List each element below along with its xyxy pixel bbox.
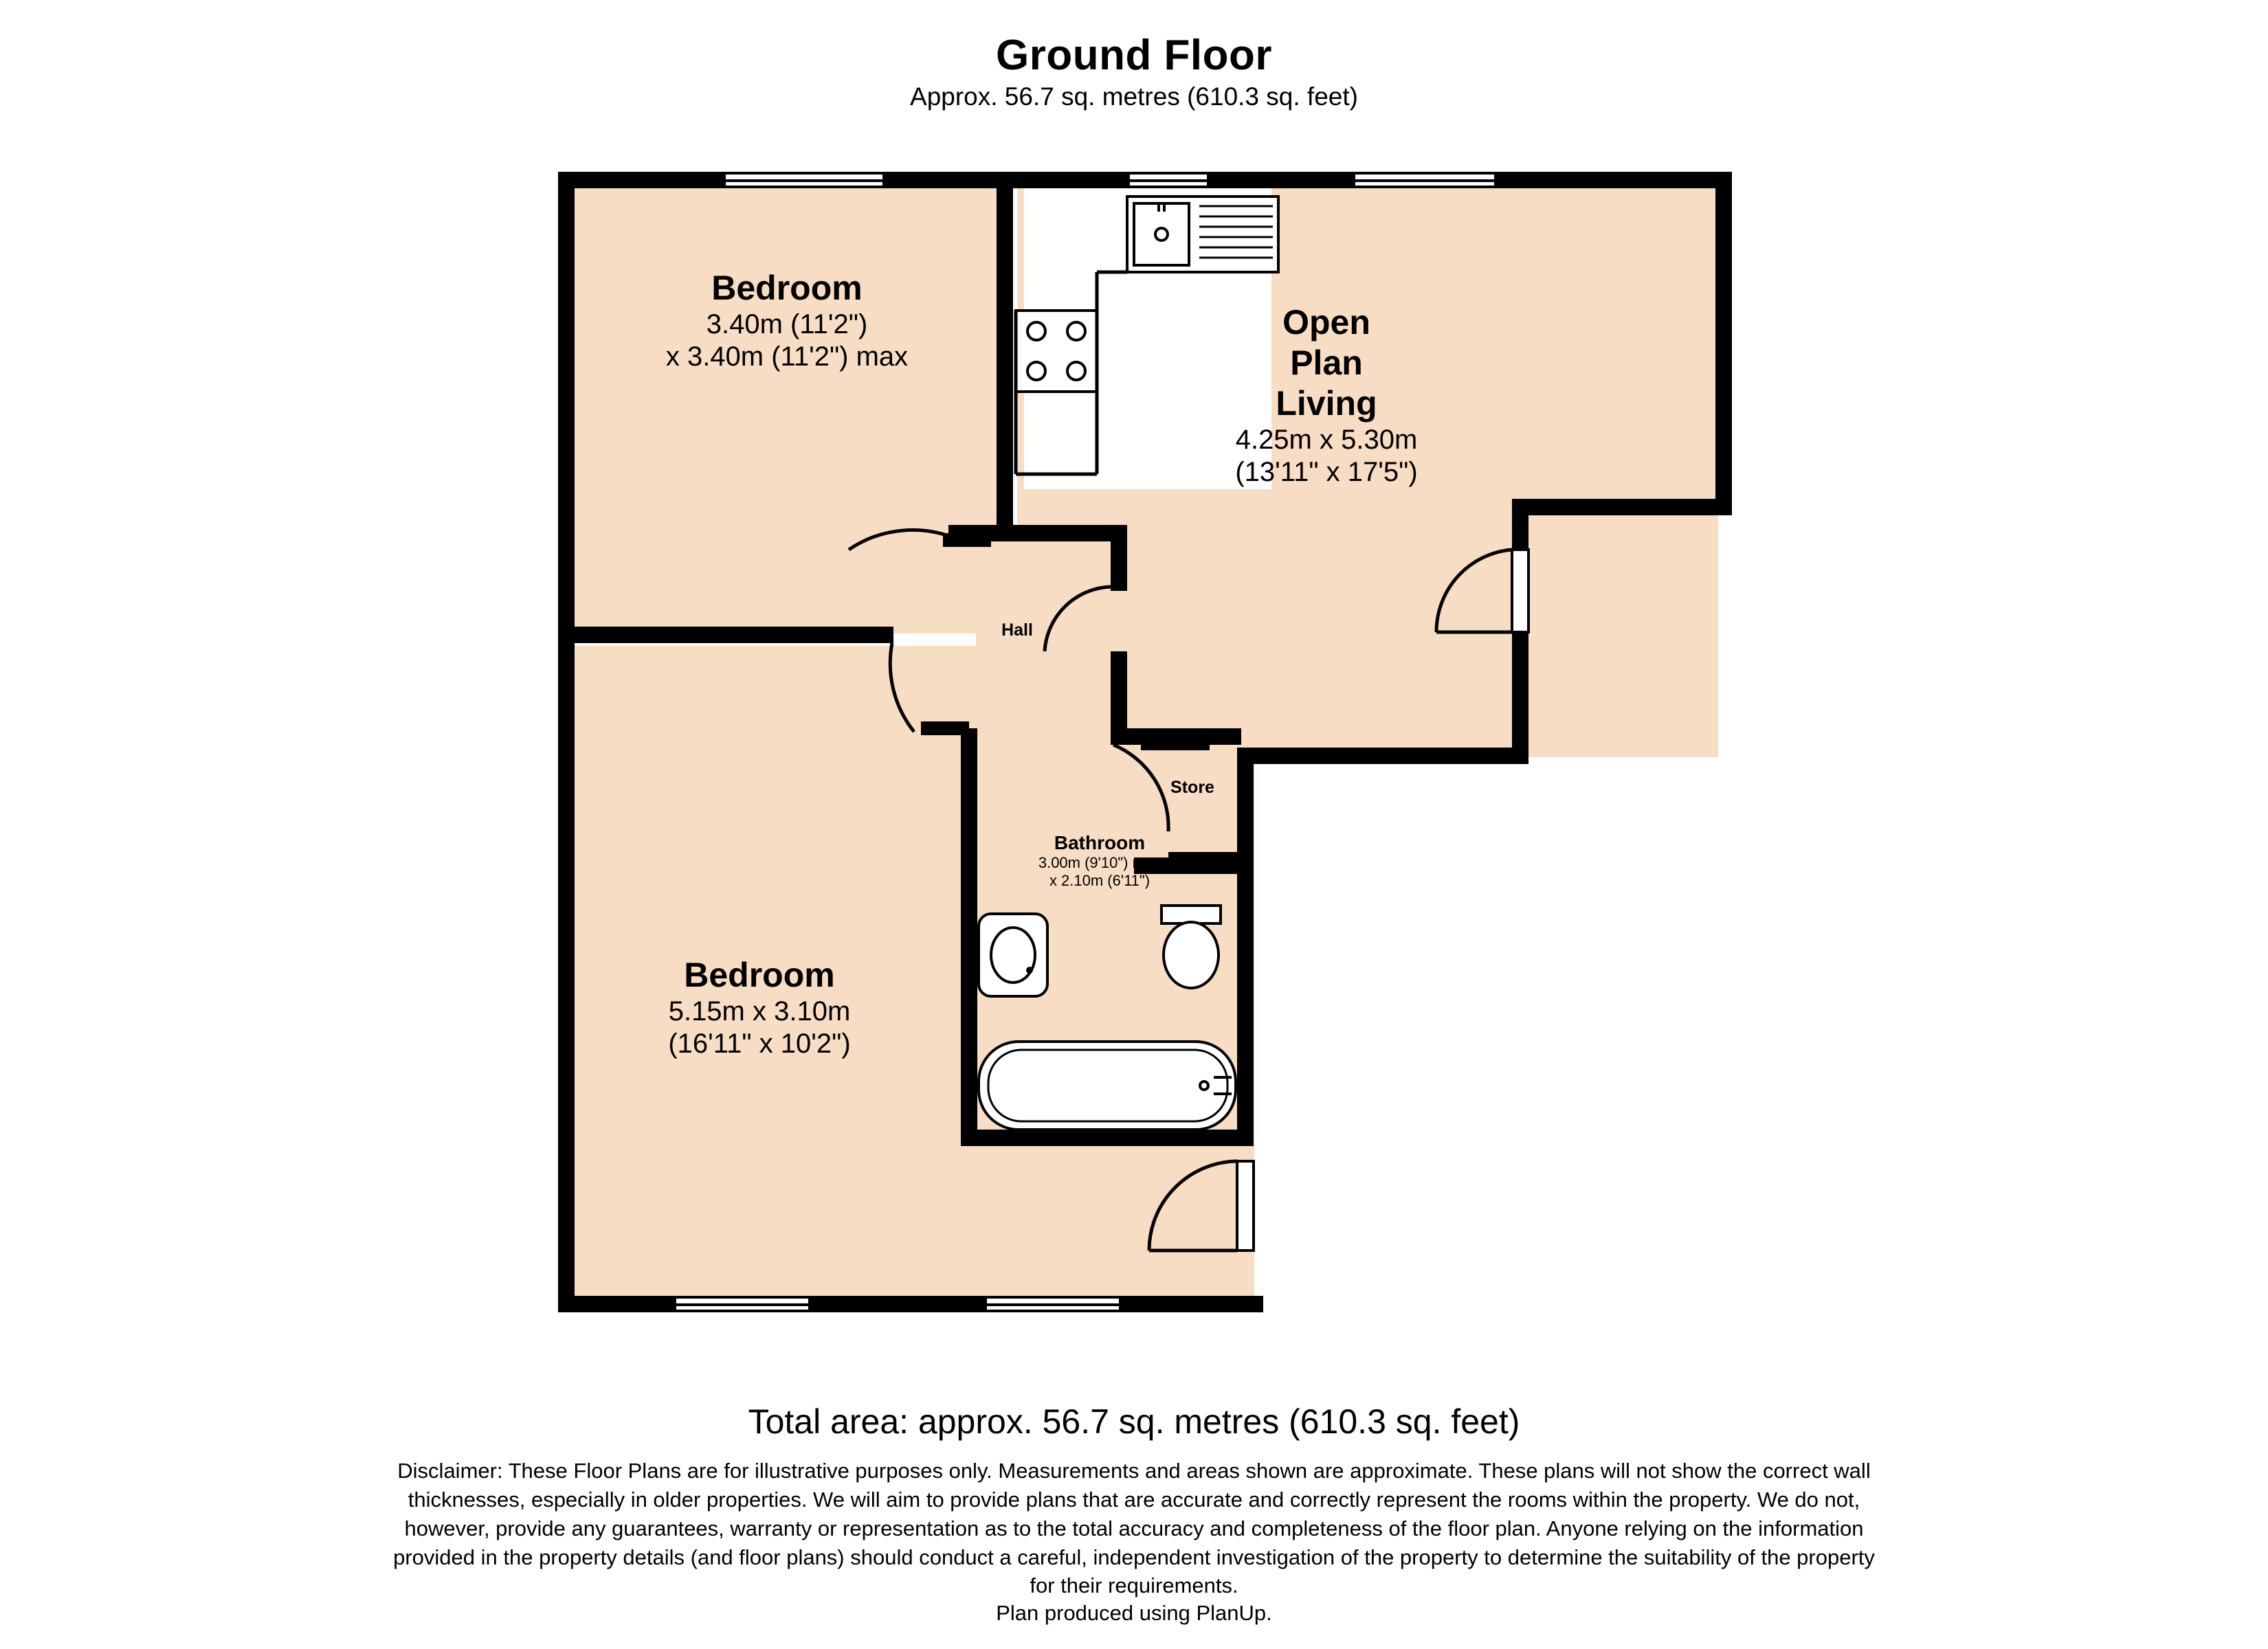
door-hall-to-bedroom1[interactable]: [849, 530, 991, 551]
room-dim-line-1: 4.25m x 5.30m: [1235, 425, 1418, 455]
room-dim-line-1: 3.00m (9'10") max: [1038, 854, 1161, 872]
page-title: Ground Floor: [995, 32, 1273, 79]
kitchen-sink-icon: [1127, 197, 1278, 272]
total-area-text: Total area: approx. 56.7 sq. metres (610.3 sq. feet): [748, 1402, 1520, 1441]
kitchen-hob-icon: [1016, 311, 1097, 392]
bathroom-toilet-icon: [1161, 906, 1221, 988]
door-hall-to-living[interactable]: [1045, 581, 1127, 651]
page-subtitle: Approx. 56.7 sq. metres (610.3 sq. feet): [910, 82, 1358, 111]
room-name-line-2: Plan: [1290, 344, 1363, 382]
bathroom-basin-icon: [979, 914, 1047, 996]
door-bedroom2-exterior[interactable]: [1149, 1161, 1254, 1250]
door-hall-to-bedroom2[interactable]: [880, 627, 969, 735]
room-name: Bedroom: [684, 956, 835, 994]
room-name: Hall: [1001, 620, 1033, 640]
room-label-bedroom-1: [625, 268, 948, 373]
room-dim-line-1: 3.40m (11'2"): [706, 309, 868, 339]
room-name: Bedroom: [711, 269, 863, 307]
disclaimer-text: Disclaimer: These Floor Plans are for illustrative purposes only. Measurements and areas shown are approximate. These plans will not show the correct wall thicknesses, especially in older properties. We will aim to provide plans that are accurate and correctly represent the rooms within the property. We do not, however, provide any guarantees, warranty or representation as to the total accuracy and completeness of the floor plan. Anyone relying on the information provided in the property details (and floor plans) should conduct a careful, independent investigation of the property to determine the suitability of the property for their requirements.: [393, 1459, 1875, 1598]
room-name: Bathroom: [1054, 832, 1146, 853]
room-label-bedroom-2: [598, 955, 921, 1060]
room-label-bathroom: [962, 831, 1237, 890]
room-label-store: [1127, 778, 1258, 798]
room-dim-line-1: 5.15m x 3.10m: [668, 996, 851, 1027]
room-dim-line-2: (16'11" x 10'2"): [668, 1029, 851, 1059]
bathroom-bath-icon: [979, 1042, 1236, 1130]
room-dim-line-2: x 3.40m (11'2") max: [665, 341, 909, 372]
door-living-right[interactable]: [1436, 550, 1528, 632]
plan-credit-text: Plan produced using PlanUp.: [996, 1601, 1272, 1625]
room-dim-line-2: (13'11" x 17'5"): [1235, 457, 1418, 488]
room-label-hall: [955, 620, 1079, 641]
room-label-open-plan-living: [1182, 302, 1471, 489]
room-name-line-1: Open: [1282, 303, 1370, 341]
room-name-line-3: Living: [1276, 384, 1377, 423]
room-dim-line-2: x 2.10m (6'11"): [1049, 871, 1150, 889]
room-name: Store: [1170, 778, 1214, 797]
